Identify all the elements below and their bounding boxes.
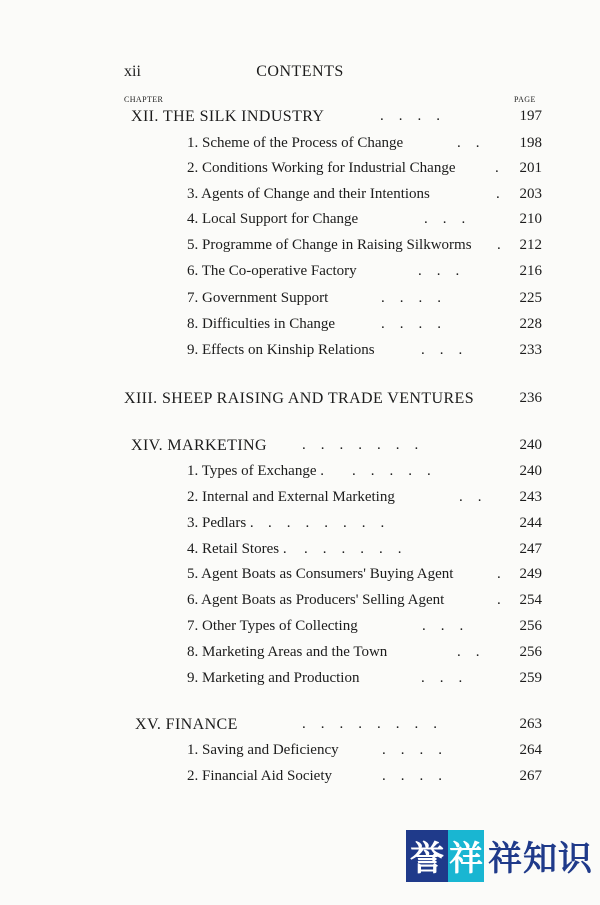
toc-page-number: 243 <box>519 489 542 505</box>
toc-entry-label: 5. Agent Boats as Consumers' Buying Agent <box>187 566 454 582</box>
toc-entry-label: XIII. SHEEP RAISING AND TRADE VENTURES <box>124 390 475 407</box>
toc-entry-label: XV. FINANCE <box>135 716 238 733</box>
toc-page-number: 267 <box>519 768 542 784</box>
toc-entry-label: 1. Scheme of the Process of Change <box>187 135 404 151</box>
toc-leader-dots: . . . <box>421 670 463 686</box>
toc-page-number: 212 <box>519 237 542 253</box>
toc-page-number: 256 <box>519 618 542 634</box>
toc-entry-label: 2. Financial Aid Society <box>187 768 332 784</box>
toc-page-number: 233 <box>519 342 542 358</box>
toc-leader-dots: . . . <box>422 618 464 634</box>
toc-leader-dots: . . . . <box>381 290 441 306</box>
toc-entry-label: 9. Effects on Kinship Relations <box>187 342 375 358</box>
watermark-char-2: 祥 <box>448 830 484 882</box>
toc-entry-label: 7. Other Types of Collecting <box>187 618 358 634</box>
toc-entry-label: 1. Types of Exchange . <box>187 463 324 479</box>
toc-leader-dots: . <box>497 592 501 608</box>
toc-page-number: 263 <box>519 716 542 732</box>
toc-leader-dots: . . <box>457 135 480 151</box>
toc-page-number: 254 <box>519 592 542 608</box>
toc-page-number: 236 <box>519 390 542 406</box>
toc-page-number: 203 <box>519 186 542 202</box>
watermark-text: 祥知识 <box>488 839 593 879</box>
watermark-logo <box>406 828 593 883</box>
toc-leader-dots: . . . . <box>382 768 442 784</box>
toc-leader-dots: . . . . <box>380 108 440 124</box>
toc-leader-dots: . . <box>459 489 482 505</box>
chapter-column-label: CHAPTER <box>124 95 164 104</box>
toc-page-number: 240 <box>519 463 542 479</box>
toc-leader-dots: . <box>495 160 499 176</box>
page-number: xii <box>124 63 141 80</box>
toc-leader-dots: . . . . . <box>352 463 431 479</box>
toc-leader-dots: . . . . . . <box>304 541 402 557</box>
toc-entry-label: 3. Agents of Change and their Intentions <box>187 186 430 202</box>
toc-leader-dots: . . <box>457 644 480 660</box>
toc-entry-label: 9. Marketing and Production <box>187 670 360 686</box>
toc-page-number: 201 <box>519 160 542 176</box>
toc-leader-dots: . . . . . . . <box>302 437 419 453</box>
watermark-char-1: 誉 <box>406 830 448 882</box>
toc-entry-label: 8. Difficulties in Change <box>187 316 336 332</box>
toc-entry-label: 1. Saving and Deficiency <box>187 742 339 758</box>
toc-leader-dots: . . . <box>424 211 466 227</box>
toc-entry-label: 7. Government Support <box>187 290 329 306</box>
toc-entry-label: 4. Local Support for Change <box>187 211 359 227</box>
toc-entry-label: 8. Marketing Areas and the Town <box>187 644 388 660</box>
toc-leader-dots: . . . . . . . . <box>302 716 437 732</box>
toc-page-number: 249 <box>519 566 542 582</box>
toc-page-number: 264 <box>519 742 542 758</box>
toc-page-number: 240 <box>519 437 542 453</box>
toc-entry-label: 3. Pedlars . <box>187 515 254 531</box>
toc-leader-dots: . . . . . . . <box>268 515 385 531</box>
toc-entry-label: XII. THE SILK INDUSTRY <box>131 108 325 125</box>
toc-leader-dots: . <box>497 566 501 582</box>
page-column-label: PAGE <box>514 95 536 104</box>
toc-leader-dots: . . . . <box>382 742 442 758</box>
toc-entry-label: 4. Retail Stores . <box>187 541 287 557</box>
toc-entry-label: XIV. MARKETING <box>131 437 267 454</box>
toc-page-number: 210 <box>519 211 542 227</box>
toc-page-number: 259 <box>519 670 542 686</box>
toc-page-number: 244 <box>519 515 542 531</box>
toc-leader-dots: . . . <box>418 263 460 279</box>
page-title: CONTENTS <box>256 63 344 80</box>
toc-leader-dots: . <box>497 237 501 253</box>
toc-entry-label: 2. Conditions Working for Industrial Change <box>187 160 456 176</box>
toc-leader-dots: . <box>496 186 500 202</box>
toc-page-number: 198 <box>519 135 542 151</box>
toc-page-number: 225 <box>519 290 542 306</box>
toc-entry-label: 6. Agent Boats as Producers' Selling Agent <box>187 592 445 608</box>
toc-leader-dots: . . . <box>421 342 463 358</box>
toc-entry-label: 5. Programme of Change in Raising Silkworms <box>187 237 472 253</box>
toc-page-number: 256 <box>519 644 542 660</box>
toc-entry-label: 2. Internal and External Marketing <box>187 489 395 505</box>
toc-page-number: 247 <box>519 541 542 557</box>
toc-leader-dots: . . . . <box>381 316 441 332</box>
toc-entry-label: 6. The Co-operative Factory <box>187 263 357 279</box>
toc-page-number: 197 <box>519 108 542 124</box>
toc-page-number: 228 <box>519 316 542 332</box>
toc-page-number: 216 <box>519 263 542 279</box>
